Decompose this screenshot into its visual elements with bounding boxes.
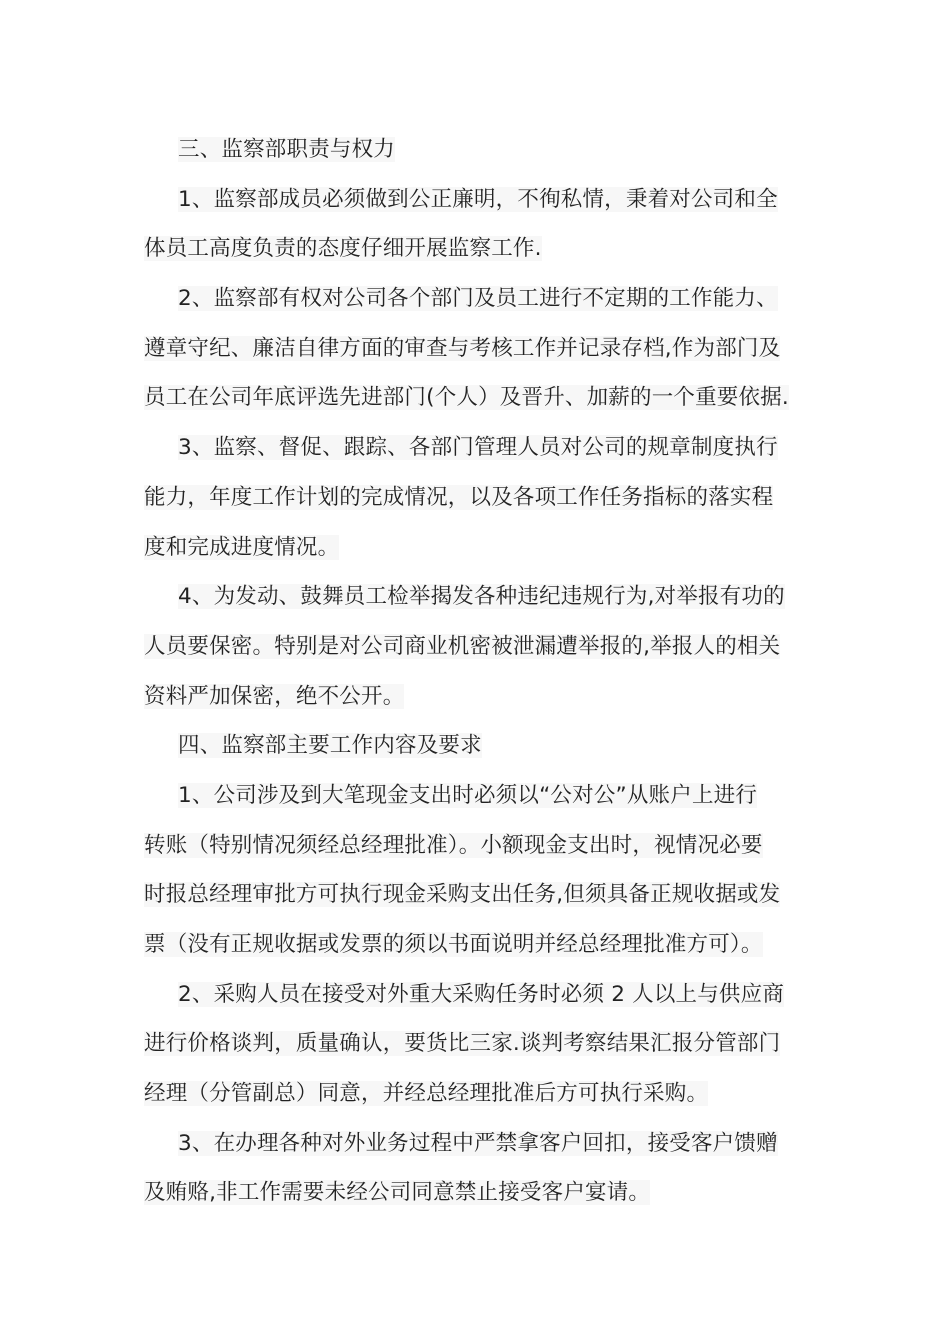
text-line [144, 821, 814, 871]
text-line [144, 423, 814, 473]
line-text: 3、监察、督促、跟踪、各部门管理人员对公司的规章制度执行 [178, 435, 778, 461]
line-text: 度和完成进度情况。 [144, 534, 340, 560]
text-line [144, 970, 814, 1020]
text-line [144, 622, 814, 672]
line-text: 人员要保密。特别是对公司商业机密被泄漏遭举报的,举报人的相关 [144, 633, 781, 659]
text-line [144, 224, 814, 274]
section-heading [144, 721, 814, 771]
line-text: 遵章守纪、廉洁自律方面的审查与考核工作并记录存档,作为部门及 [144, 335, 781, 361]
line-text: 员工在公司年底评选先进部门(个人）及晋升、加薪的一个重要依据. [144, 385, 789, 411]
text-line [144, 373, 814, 423]
document-body [144, 125, 814, 1218]
heading-text: 三、监察部职责与权力 [178, 137, 396, 162]
line-text: 4、为发动、鼓舞员工检举揭发各种违纪违规行为,对举报有功的 [178, 584, 785, 610]
text-line [144, 1168, 814, 1218]
text-line [144, 1019, 814, 1069]
text-line [144, 572, 814, 622]
line-text: 3、在办理各种对外业务过程中严禁拿客户回扣，接受客户馈赠 [178, 1130, 778, 1156]
line-text: 2、采购人员在接受对外重大采购任务时必须 2 人以上与供应商 [178, 981, 785, 1007]
text-line [144, 870, 814, 920]
text-line [144, 920, 814, 970]
line-text: 1、监察部成员必须做到公正廉明，不徇私情，秉着对公司和全 [178, 186, 778, 212]
line-text: 时报总经理审批方可执行现金采购支出任务,但须具备正规收据或发 [144, 882, 781, 908]
text-line [144, 473, 814, 523]
line-text: 及贿赂,非工作需要未经公司同意禁止接受客户宴请。 [144, 1180, 651, 1206]
text-line [144, 175, 814, 225]
line-text: 体员工高度负责的态度仔细开展监察工作. [144, 236, 542, 262]
text-line [144, 1119, 814, 1169]
section-heading [144, 125, 814, 175]
line-text: 资料严加保密，绝不公开。 [144, 683, 405, 709]
line-text: 转账（特别情况须经总经理批准）。小额现金支出时，视情况必要 [144, 832, 763, 858]
line-text: 进行价格谈判，质量确认，要货比三家.谈判考察结果汇报分管部门 [144, 1031, 781, 1057]
heading-text: 四、监察部主要工作内容及要求 [178, 733, 482, 759]
text-line [144, 771, 814, 821]
line-text: 2、监察部有权对公司各个部门及员工进行不定期的工作能力、 [178, 286, 778, 312]
line-text: 票（没有正规收据或发票的须以书面说明并经总经理批准方可）。 [144, 932, 763, 957]
text-line [144, 1069, 814, 1119]
text-line [144, 523, 814, 573]
text-line [144, 672, 814, 722]
line-text: 经理（分管副总）同意，并经总经理批准后方可执行采购。 [144, 1081, 709, 1107]
text-line [144, 274, 814, 324]
text-line [144, 324, 814, 374]
line-text: 能力，年度工作计划的完成情况，以及各项工作任务指标的落实程 [144, 484, 774, 510]
line-text: 1、公司涉及到大笔现金支出时必须以“公对公”从账户上进行 [178, 782, 758, 808]
